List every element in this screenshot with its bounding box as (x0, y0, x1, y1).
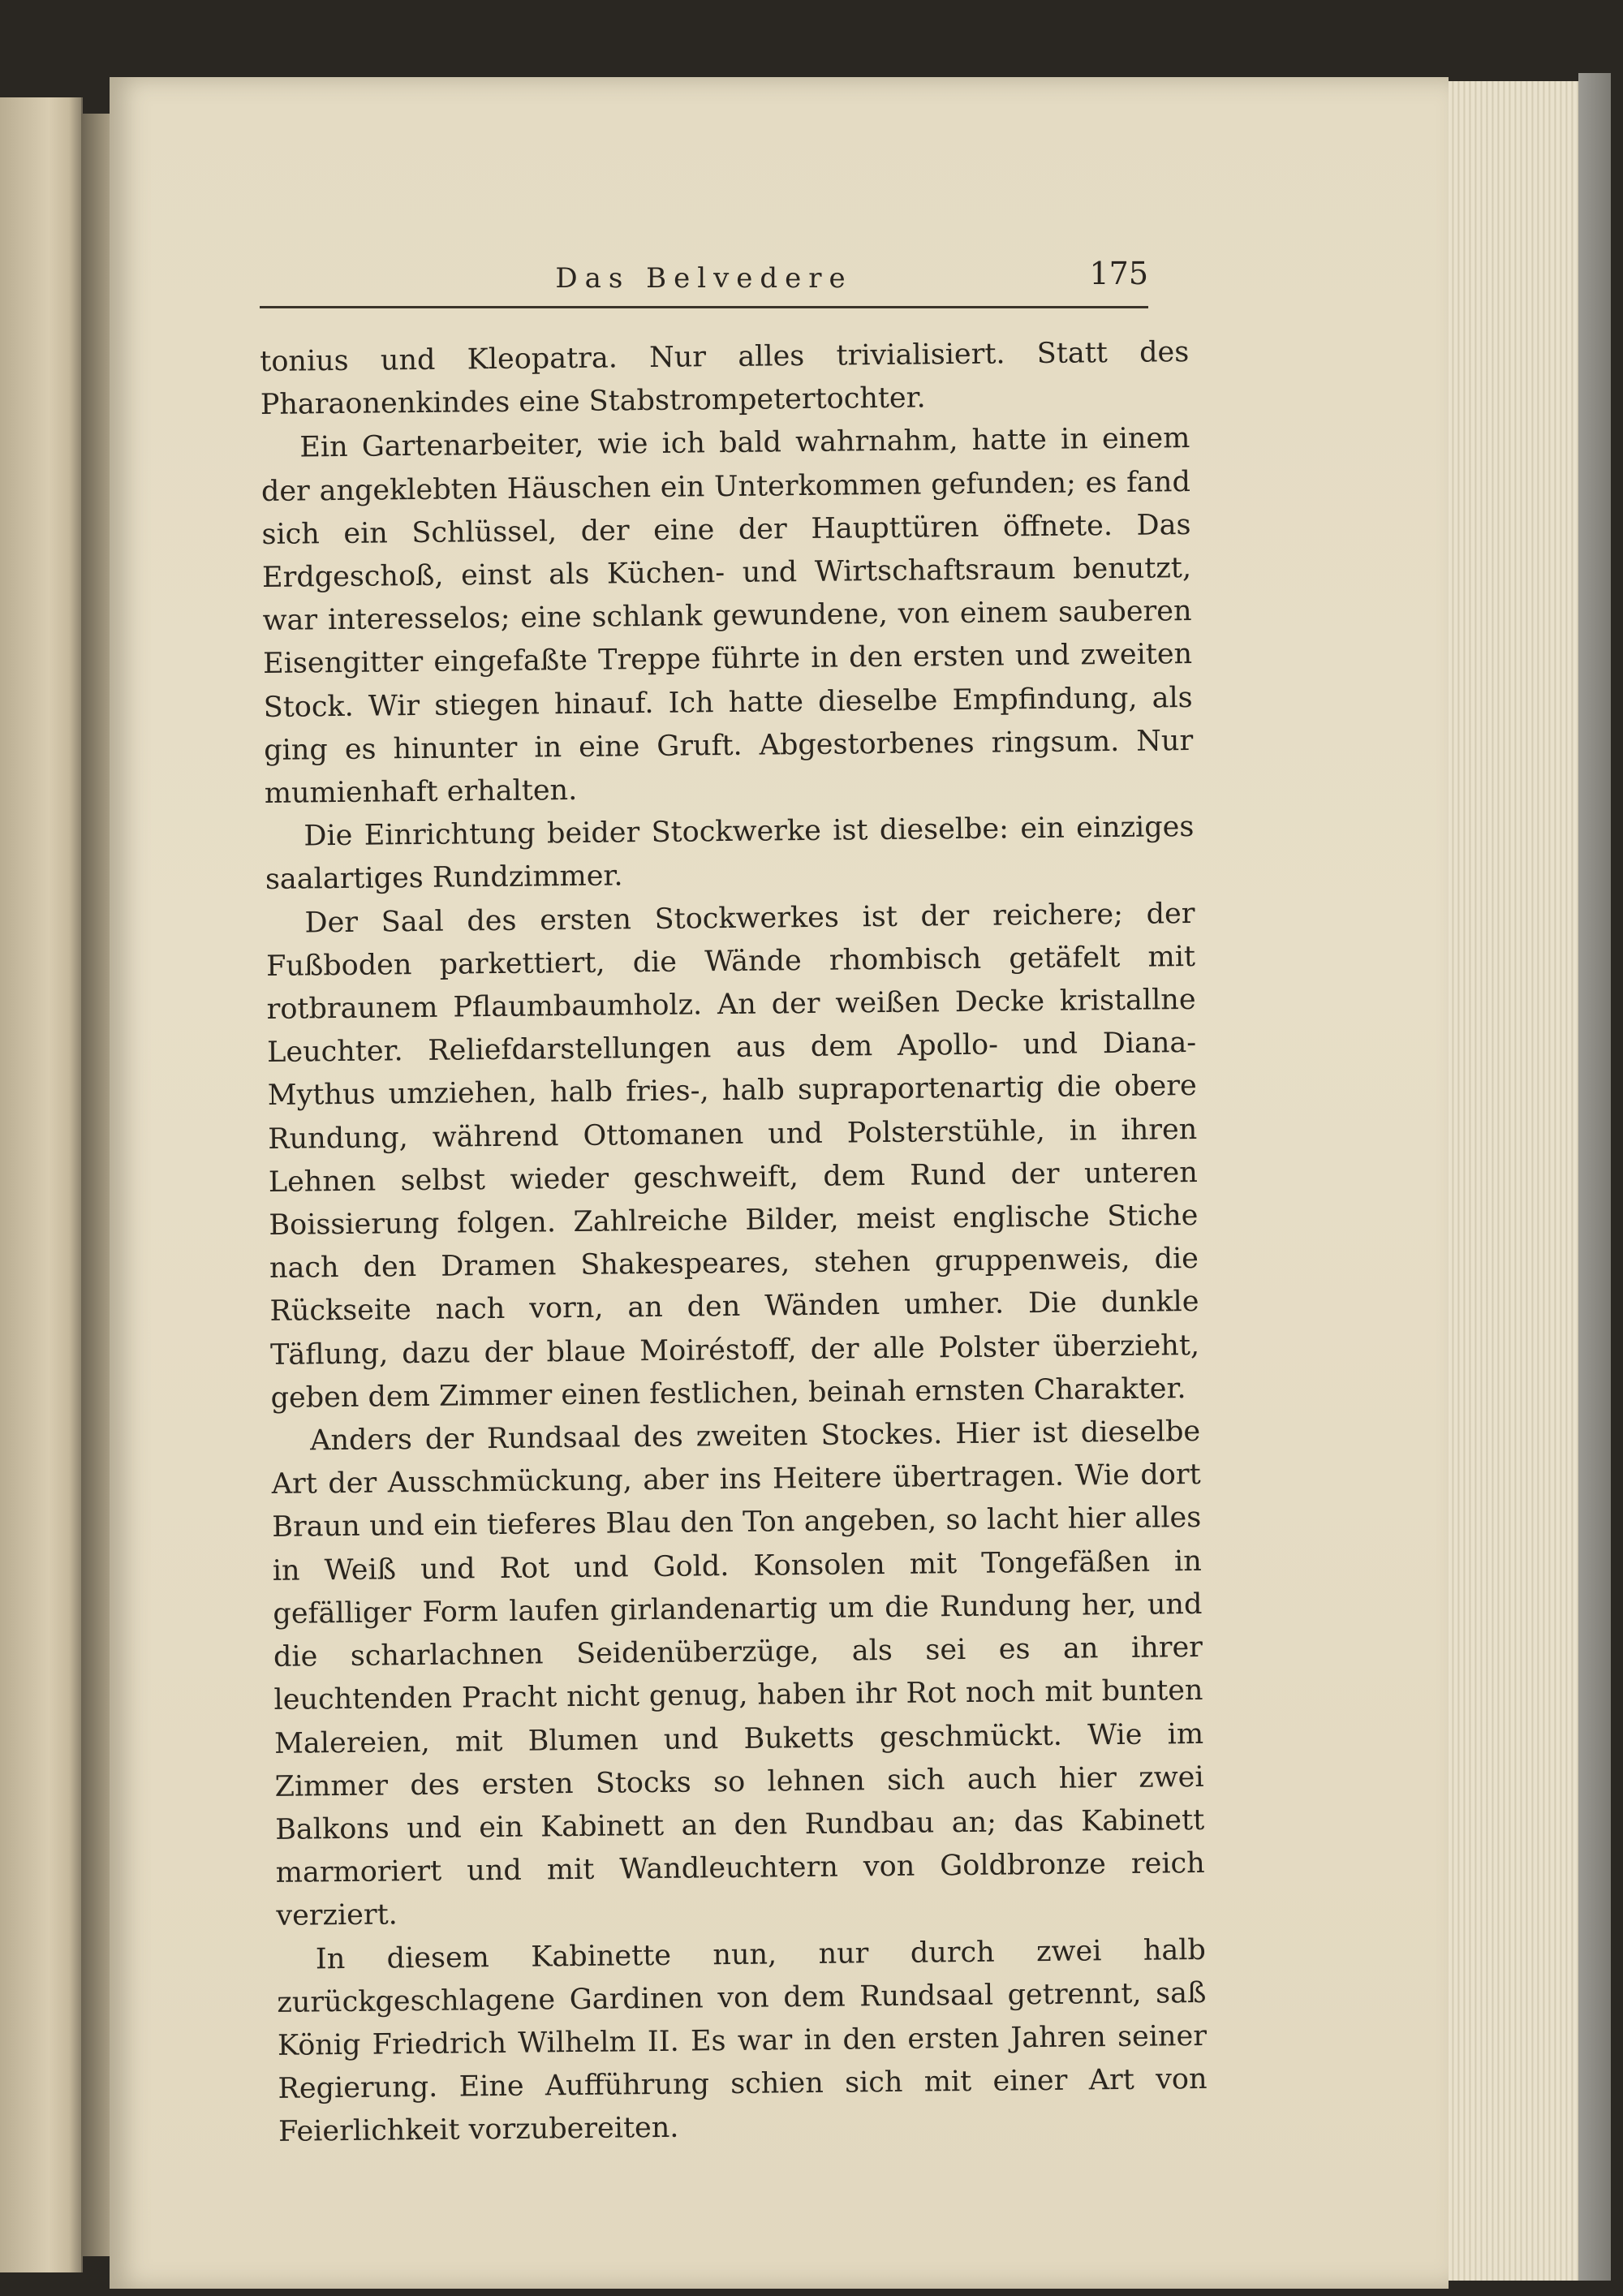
book-cover-edge (1578, 73, 1611, 2281)
page-number: 175 (1089, 256, 1148, 291)
page-header (260, 256, 1148, 308)
page-block-edge (1449, 81, 1581, 2281)
body-text (260, 331, 1208, 2154)
paragraph-5: Anders der Rundsaal des zweiten Stockes. Hier ist dieselbe Art der Ausschmückung, aber ins Heitere übertragen. Wie dort Braun und ein tieferes Blau den Ton angeben, so lacht hier alles in Weiß und Rot und Gold. Konsolen mit Tongefäßen in gefälliger Form laufen girlandenartig um die Rundung her, und die scharlachnen Seidenüberzüge, als sei es an ihrer leuchtenden Pracht nicht genug, haben ihr Rot noch mit bunten Malereien, mit Blumen und Buketts geschmückt. Wie im Zimmer des ersten Stocks so lehnen sich auch hier zwei Balkons und ein Kabinett an den Rundbau an; das Kabinett marmoriert und mit Wandleuchtern von Goldbronze reich verziert. (271, 1415, 1205, 1933)
running-head: Das Belvedere (555, 262, 853, 295)
paragraph-1: tonius und Kleopatra. Nur alles trivialisiert. Statt des Pharaonenkindes eine Stabstrompetertochter. (260, 336, 1190, 422)
paragraph-2: Ein Gartenarbeiter, wie ich bald wahrnahm, hatte in einem der angeklebten Häuschen ein Unterkommen gefunden; es fand sich ein Schlüssel, der eine der Haupttüren öffnete. Das Erdgeschoß, einst als Küchen- und Wirtschaftsraum benutzt, war interesselos; eine schlank gewundene, von einem sauberen Eisengitter eingefaßte Treppe führte in den ersten und zweiten Stock. Wir stiegen hinauf. Ich hatte dieselbe Empfindung, als ging es hinunter in eine Gruft. Abgestorbenes ringsum. Nur mumienhaft erhalten. (260, 422, 1194, 810)
book-gutter (81, 114, 110, 2256)
paragraph-6: In diesem Kabinette nun, nur durch zwei halb zurückgeschlagene Gardinen von dem Rundsaal getrennt, saß König Friedrich Wilhelm II. Es war in den ersten Jahren seiner Regierung. Eine Aufführung schien sich mit einer Art von Feierlichkeit vorzubereiten. (277, 1933, 1208, 2149)
paragraph-4: Der Saal des ersten Stockwerkes ist der reichere; der Fußboden parkettiert, die Wände rhombisch getäfelt mit rotbraunem Pflaumbaumholz. An der weißen Decke kristallne Leuchter. Reliefdarstellungen aus dem Apollo- und Diana-Mythus umziehen, halb fries-, halb supraportenartig die obere Rundung, während Ottomanen und Polsterstühle, in ihren Lehnen selbst wieder geschweift, dem Rund der unteren Boissierung folgen. Zahlreiche Bilder, meist englische Stiche nach den Dramen Shakespeares, stehen gruppenweis, die Rückseite nach vorn, an den Wänden umher. Die dunkle Täflung, dazu der blaue Moiréstoff, der alle Polster überzieht, geben dem Zimmer einen festlichen, beinah ernsten Charakter. (265, 897, 1200, 1415)
paragraph-3: Die Einrichtung beider Stockwerke ist dieselbe: ein einziges saalartiges Rundzimmer. (265, 811, 1195, 897)
left-page-edge (0, 97, 83, 2272)
